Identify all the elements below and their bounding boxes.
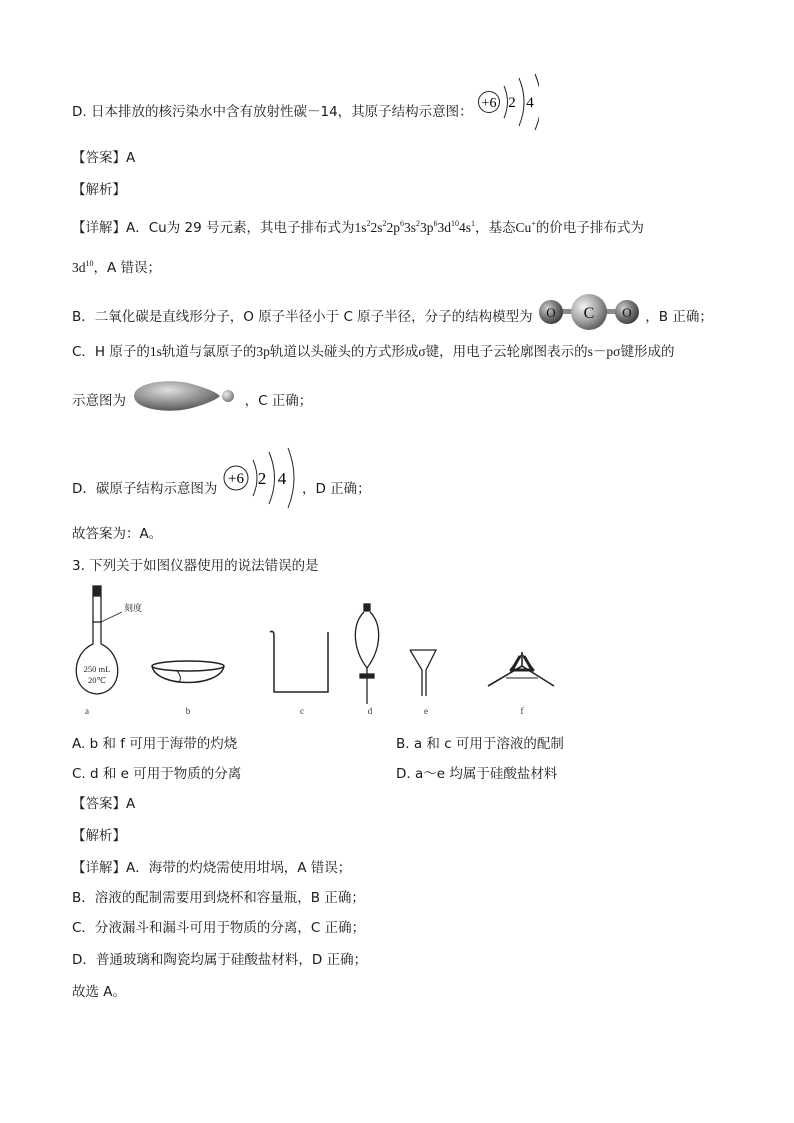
- detail-a-line: [72, 218, 644, 238]
- label-c: c: [300, 706, 304, 716]
- apparatus-figure: [60, 584, 560, 704]
- atom-nucleus-label: +6: [481, 96, 497, 111]
- carbon-nucleus-label: +6: [227, 471, 244, 487]
- detail-d-line: [72, 468, 371, 510]
- orbital-1s: 1s: [149, 344, 162, 359]
- option-d: D. a～e 均属于硅酸盐材料: [396, 766, 558, 782]
- conclusion-1: 故答案为：A。: [72, 526, 163, 542]
- label-b: b: [185, 706, 191, 716]
- separatory-funnel: [355, 604, 378, 704]
- detail-a-line-2: [72, 258, 161, 278]
- detail-b-suffix: ，B 正确；: [645, 309, 713, 325]
- detail2-b: B．溶液的配制需要用到烧杯和容量瓶，B 正确；: [72, 890, 365, 906]
- carbon-shell2-count: 4: [277, 469, 286, 488]
- option-a: A. b 和 f 可用于海带的灼烧: [72, 736, 238, 752]
- detail-a-suffix: 的价电子排布式为: [535, 220, 644, 236]
- option-b: B. a 和 c 可用于溶液的配制: [396, 736, 564, 752]
- co2-left-label: O: [546, 305, 556, 320]
- detail-b-line: [72, 302, 713, 332]
- question-d-line: [72, 92, 539, 132]
- detail-c-line-2: [72, 386, 312, 416]
- c-line2-prefix: 示意图为: [72, 393, 126, 409]
- flask-temp-label: 20℃: [87, 675, 107, 685]
- detail-c-line: C．H 原子的1s轨道与氯原子的3p轨道以头碰头的方式形成σ键，用电子云轮廓图表示的s－pσ键形成的: [72, 344, 675, 360]
- flask-mark-label: 刻度: [124, 604, 143, 614]
- flask-volume-label: 250 mL: [83, 664, 111, 674]
- atom-shell1-count: 2: [508, 95, 516, 111]
- question-d-text: D. 日本排放的核污染水中含有放射性碳－14，其原子结构示意图：: [72, 104, 473, 120]
- analysis-label-1: 【解析】: [72, 182, 126, 198]
- detail2-c: C．分液漏斗和漏斗可用于物质的分离，C 正确；: [72, 920, 366, 936]
- cu-ion: Cu+: [515, 219, 536, 235]
- analysis-label-2: 【解析】: [72, 828, 126, 844]
- detail-d-suffix: ，D 正确；: [302, 481, 371, 497]
- detail2-a: 【详解】A．海带的灼烧需使用坩埚，A 错误；: [72, 860, 352, 876]
- clay-triangle: [488, 652, 554, 686]
- detail-a2-suffix: ，A 错误；: [93, 260, 162, 276]
- electron-cloud-diagram: [130, 376, 240, 416]
- co2-molecule-model: [537, 292, 641, 332]
- sigma-symbol: σ: [418, 344, 426, 359]
- detail-a-mid: ，基态: [475, 220, 516, 236]
- s-p-sigma: s－pσ: [587, 344, 621, 359]
- detail-a-prefix: 【详解】A．Cu为 29 号元素，其电子排布式为: [72, 220, 355, 236]
- detail2-d: D．普通玻璃和陶瓷均属于硅酸盐材料，D 正确；: [72, 952, 368, 968]
- evaporating-dish: [152, 661, 224, 683]
- detail-d-prefix: D．碳原子结构示意图为: [72, 481, 218, 497]
- conclusion-2: 故选 A。: [72, 984, 127, 1000]
- label-a: a: [85, 706, 89, 716]
- label-e: e: [424, 706, 428, 716]
- atom-shell2-count: 4: [526, 95, 534, 111]
- valence-configuration: $3d^{10}$: [72, 259, 94, 275]
- detail-b-text: B．二氧化碳是直线形分子，O 原子半径小于 C 原子半径，分子的结构模型为: [72, 309, 533, 325]
- orbital-3p: 3p: [256, 344, 270, 359]
- label-d: d: [367, 706, 373, 716]
- answer-label-1: 【答案】A: [72, 150, 136, 166]
- answer-label-2: 【答案】A: [72, 796, 136, 812]
- question-3: 3. 下列关于如图仪器使用的说法错误的是: [72, 558, 319, 574]
- atom-structure-diagram: [477, 72, 539, 132]
- co2-right-label: O: [622, 305, 632, 320]
- carbon-atom-diagram: [222, 446, 298, 510]
- option-c: C. d 和 e 可用于物质的分离: [72, 766, 242, 782]
- c-line2-suffix: ，C 正确；: [244, 393, 313, 409]
- carbon-shell1-count: 2: [257, 469, 266, 488]
- label-f: f: [520, 706, 524, 716]
- co2-center-label: C: [583, 305, 595, 322]
- beaker: [270, 631, 328, 692]
- electron-configuration: $1s^22s^22p^63s^23p^63d^{10}4s^1$: [354, 219, 476, 235]
- filter-funnel: [410, 650, 436, 696]
